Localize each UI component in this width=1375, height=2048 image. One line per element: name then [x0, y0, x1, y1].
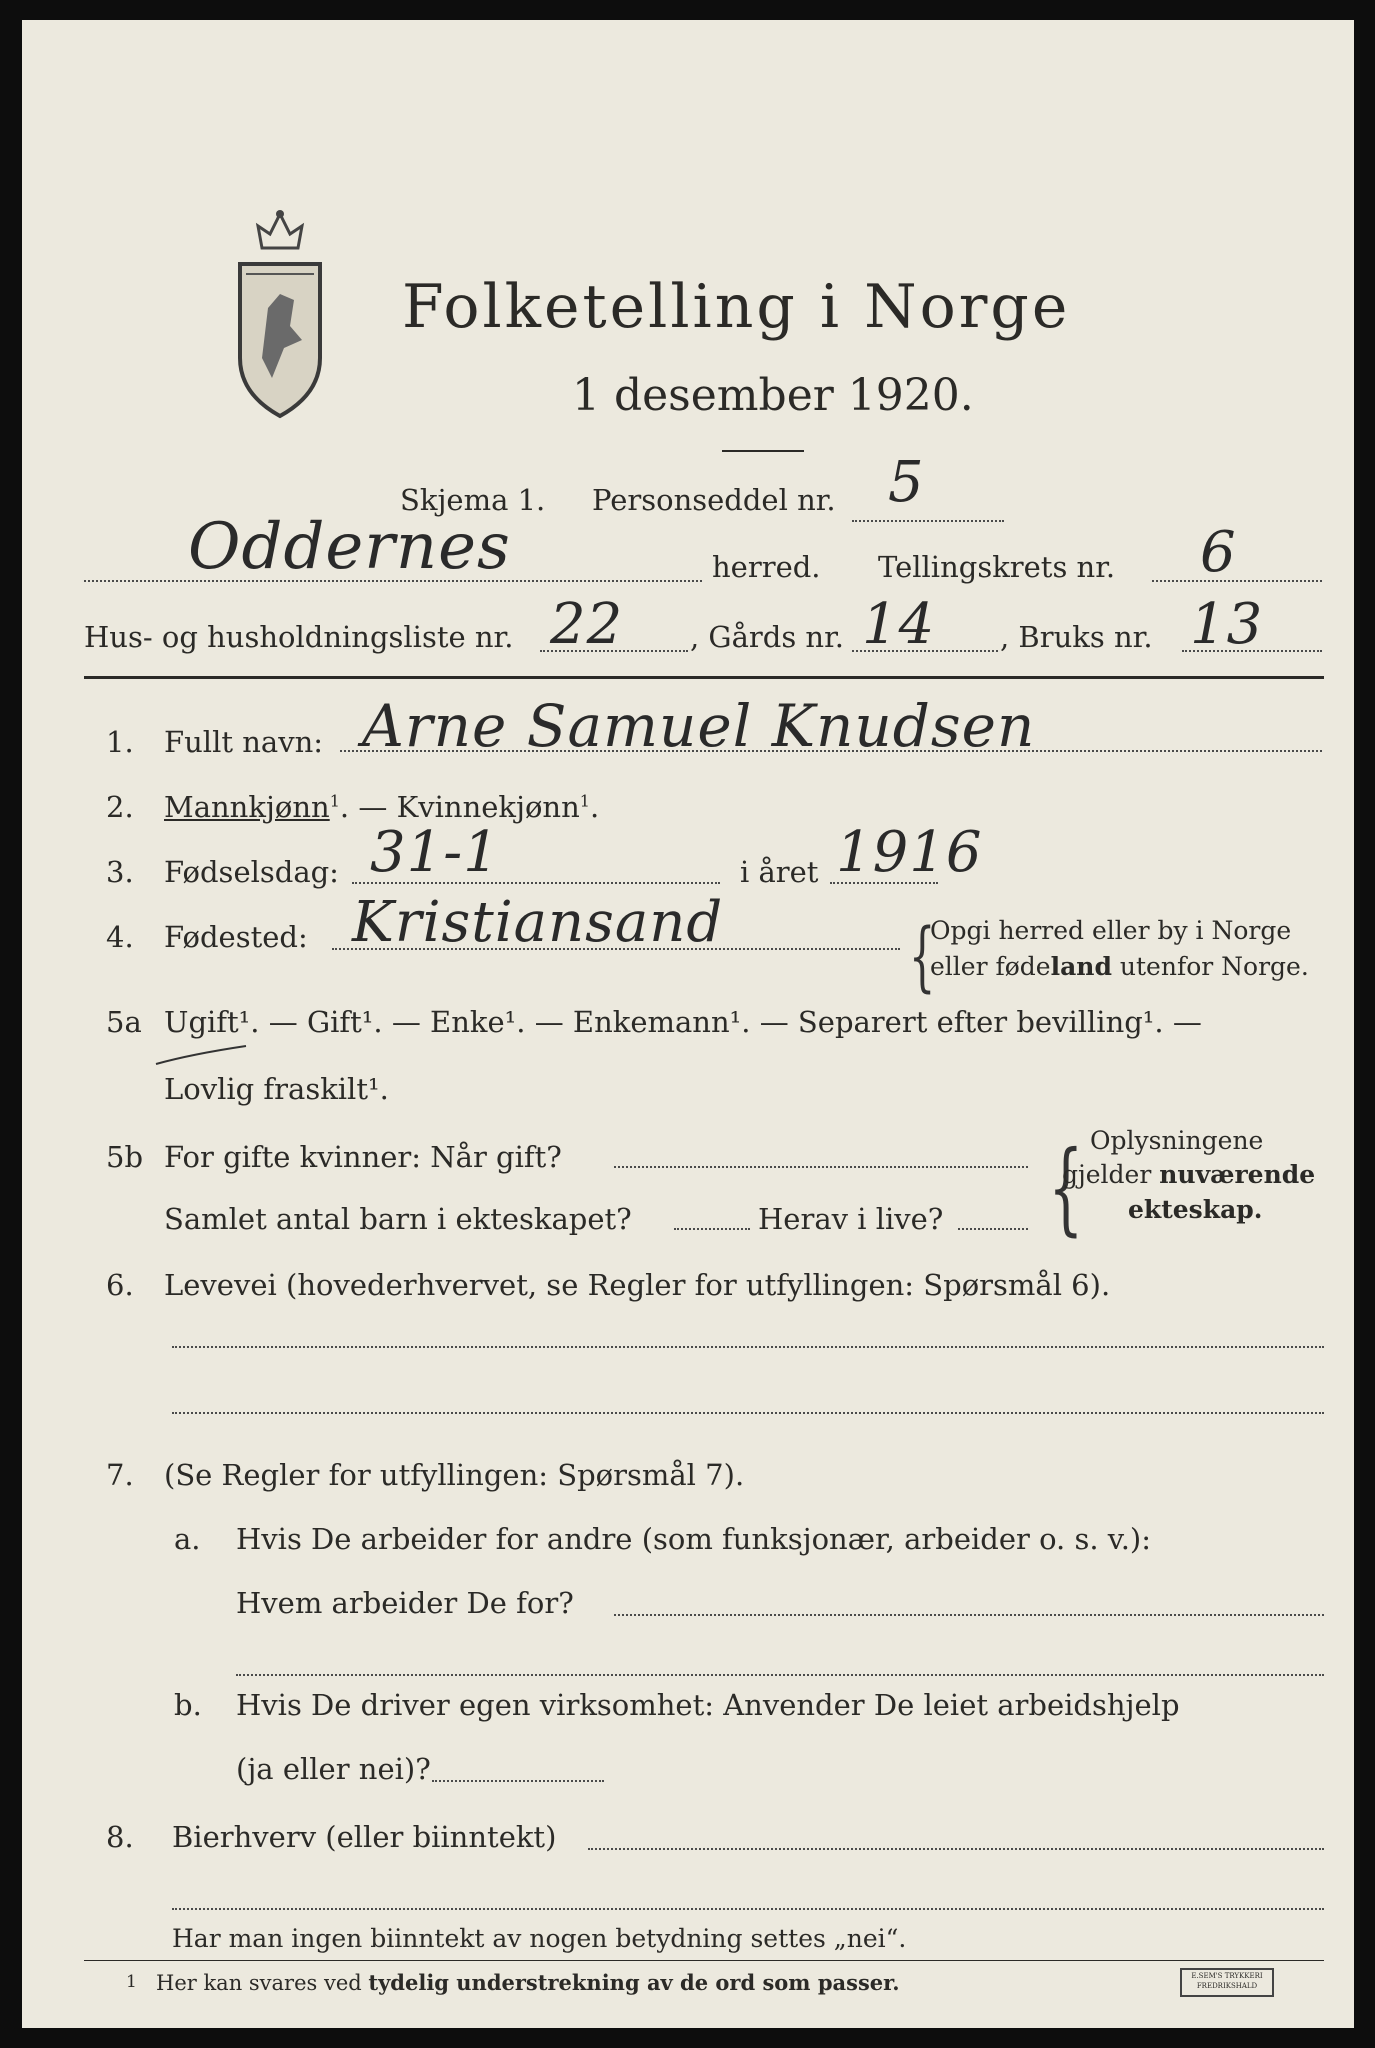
q7-label: (Se Regler for utfyllingen: Spørsmål 7). — [164, 1458, 745, 1492]
q6-line-1[interactable] — [172, 1346, 1324, 1348]
q8-label: Bierhverv (eller biinntekt) — [172, 1820, 557, 1854]
printer-mark — [1180, 1968, 1274, 1997]
q2-male[interactable]: Mannkjønn — [164, 790, 330, 824]
q4-label: Fødested: — [164, 920, 308, 954]
q5b-children-line — [674, 1228, 750, 1230]
q6-number: 6. — [106, 1268, 134, 1302]
herred-label: herred. — [712, 550, 821, 584]
q5a-line1[interactable]: Ugift¹. — Gift¹. — Enke¹. — Enkemann¹. — Separert efter bevilling¹. — — [164, 1005, 1202, 1039]
q7a-line1: Hvis De arbeider for andre (som funksjonær, arbeider o. s. v.): — [236, 1522, 1152, 1556]
census-form — [22, 20, 1354, 2028]
q3-year-label: i året — [740, 855, 819, 889]
q8-line[interactable] — [588, 1848, 1324, 1850]
q4-brace: { — [908, 911, 936, 1000]
husliste-label: Hus- og husholdningsliste nr. — [84, 620, 514, 654]
q5b-married-line — [614, 1166, 1028, 1168]
q4-note-line2 — [930, 952, 1309, 981]
gards-value[interactable]: 14 — [862, 592, 936, 657]
q2-female[interactable]: Kvinnekjønn — [396, 790, 580, 824]
gards-label: , Gårds nr. — [690, 620, 844, 654]
q5b-note2a: gjelder — [1062, 1160, 1160, 1189]
q6-line-2[interactable] — [172, 1412, 1324, 1414]
q5a-line2[interactable]: Lovlig fraskilt¹. — [164, 1072, 389, 1106]
form-title: Folketelling i Norge — [402, 272, 1071, 342]
census-date: 1 desember 1920. — [572, 370, 974, 421]
q4-value[interactable]: Kristiansand — [352, 890, 724, 955]
footnote-a: Her kan svares ved — [156, 1971, 369, 1995]
q5b-label3: Herav i live? — [758, 1202, 944, 1236]
q7b-line2: (ja eller nei)? — [236, 1752, 431, 1786]
footer-note: Har man ingen biinntekt av nogen betydning settes „nei“. — [172, 1924, 907, 1953]
footnote-b: tydelig understrekning av de ord som passer. — [368, 1970, 900, 1995]
q4-note-c: utenfor Norge. — [1111, 952, 1309, 981]
q5a-number: 5a — [106, 1005, 142, 1039]
q1-value[interactable]: Arne Samuel Knudsen — [362, 692, 1036, 760]
header-rule — [84, 676, 1324, 679]
q6-label: Levevei (hovederhvervet, se Regler for utfyllingen: Spørsmål 6). — [164, 1268, 1111, 1302]
bruks-value[interactable]: 13 — [1190, 592, 1264, 657]
q7a-line[interactable] — [614, 1614, 1324, 1616]
q5b-brace: { — [1048, 1129, 1084, 1246]
q3-year-value[interactable]: 1916 — [836, 820, 983, 885]
title-divider — [722, 450, 804, 452]
q7b-letter: b. — [174, 1688, 202, 1722]
printer-line1: E.SEM'S TRYKKERI — [1191, 1972, 1263, 1980]
q5b-note1: Oplysningene — [1090, 1126, 1264, 1155]
q7b-line[interactable] — [432, 1780, 604, 1782]
personseddel-label: Personseddel nr. — [592, 483, 836, 517]
q1-number: 1. — [106, 725, 134, 759]
herred-value[interactable]: Oddernes — [188, 510, 511, 584]
q3-value[interactable]: 31-1 — [370, 820, 500, 885]
q5b-label1: For gifte kvinner: Når gift? — [164, 1140, 562, 1174]
q5b-note2b: nuværende — [1159, 1160, 1316, 1189]
q8-number: 8. — [106, 1820, 134, 1854]
tellingskrets-line — [1152, 580, 1322, 582]
q5b-note3: ekteskap. — [1128, 1195, 1263, 1224]
q5b-note2 — [1062, 1160, 1315, 1189]
printer-line2: FREDRIKSHALD — [1196, 1982, 1258, 1990]
q7a-line-2[interactable] — [236, 1674, 1324, 1676]
q3-label: Fødselsdag: — [164, 855, 339, 889]
q7-number: 7. — [106, 1458, 134, 1492]
q7a-letter: a. — [174, 1522, 201, 1556]
footnote-text — [156, 1970, 900, 1995]
q7a-line2: Hvem arbeider De for? — [236, 1586, 574, 1620]
q5b-alive-line — [958, 1228, 1028, 1230]
q2-end: . — [589, 790, 600, 824]
footer-rule — [84, 1960, 1324, 1961]
footnote-number: 1 — [126, 1972, 137, 1992]
q4-note-line1: Opgi herred eller by i Norge — [930, 916, 1292, 945]
q2-sep: . — — [339, 790, 397, 824]
q8-line-2[interactable] — [172, 1908, 1324, 1910]
q2-number: 2. — [106, 790, 134, 824]
schema-label: Skjema 1. — [400, 483, 546, 517]
q4-note-a: eller føde — [930, 952, 1051, 981]
personseddel-value[interactable]: 5 — [888, 450, 925, 515]
coat-of-arms-icon — [232, 208, 328, 420]
husliste-value[interactable]: 22 — [550, 592, 624, 657]
q5b-number: 5b — [106, 1140, 144, 1174]
q5b-label2: Samlet antal barn i ekteskapet? — [164, 1202, 632, 1236]
q2-sup-2: 1 — [579, 791, 590, 811]
tellingskrets-value[interactable]: 6 — [1200, 520, 1237, 585]
q4-note-b: land — [1050, 952, 1112, 981]
q1-label: Fullt navn: — [164, 725, 324, 759]
q4-number: 4. — [106, 920, 134, 954]
q2-text — [164, 790, 599, 824]
q7b-line1: Hvis De driver egen virksomhet: Anvender De leiet arbeidshjelp — [236, 1688, 1180, 1722]
q3-number: 3. — [106, 855, 134, 889]
q5a-underline-mark — [152, 1040, 252, 1070]
tellingskrets-label: Tellingskrets nr. — [878, 550, 1116, 584]
q2-sup-1: 1 — [329, 791, 340, 811]
personseddel-line — [852, 520, 1004, 522]
bruks-label: , Bruks nr. — [1000, 620, 1153, 654]
